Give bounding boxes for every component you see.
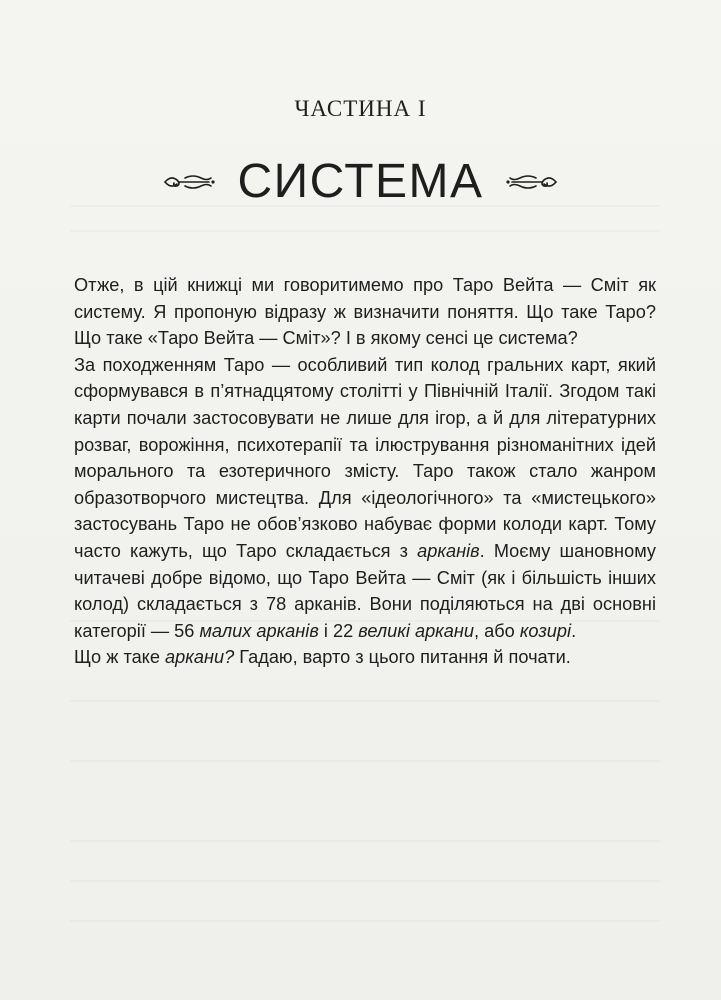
paragraph-2-text: і 22 [323, 620, 354, 641]
emphasis-arcana-question: аркани? [165, 647, 235, 668]
body-text [74, 272, 656, 671]
chapter-title: СИСТЕМА [237, 155, 484, 208]
part-label: ЧАСТИНА I [294, 96, 427, 121]
emphasis-trumps: козирі [519, 620, 572, 641]
flourish-right-icon [506, 172, 558, 192]
show-through-line [70, 760, 660, 762]
show-through-line [70, 230, 660, 232]
paragraph-2-text: . [571, 620, 577, 641]
paragraph-2 [74, 352, 656, 645]
emphasis-major-arcana: великі аркани [358, 620, 475, 641]
paragraph-2-text: За походженням Таро — особливий тип колод гральних карт, який сформувався в п’ятнадцятому столітті у Північній Італії. Згодом такі карти почали застосовувати не лише для ігор, а й для літературних розваг, ворожіння, психотерапії та ілюстрування різноманітних ідей морального та езотеричного змісту. Таро також стало жанром образотворчого мистецтва. Для «ідеологічного» та «мистецького» застосувань Таро не обов’язково набуває форми колоди карт. Тому часто кажуть, що Таро складається з [74, 354, 656, 561]
chapter-title-row [0, 152, 721, 212]
show-through-line [70, 700, 660, 702]
paragraph-3-text: Що ж таке [74, 647, 160, 668]
show-through-line [70, 920, 660, 922]
paragraph-2-text: . Моєму шановному читачеві добре відомо, що Таро Вейта — Сміт (як і більшість інших колод) складається з 78 арканів. Вони поділяються на дві основні категорії — 56 [74, 540, 656, 641]
paragraph-3 [74, 644, 656, 671]
paragraph-2-text: , або [474, 620, 515, 641]
paragraph-1: Отже, в цій книжці ми говоритимемо про Таро Вейта — Сміт як систему. Я пропоную відразу ж визначити поняття. Що таке Таро? Що таке «Таро Вейта — Сміт»? І в якому сенсі це система? [74, 275, 656, 349]
emphasis-minor-arcana: малих арканів [199, 620, 319, 641]
paragraph-3-text: Гадаю, варто з цього питання й почати. [239, 647, 571, 668]
show-through-line [70, 880, 660, 882]
flourish-left-icon [163, 172, 215, 192]
emphasis-arcana: арканів [417, 540, 480, 561]
show-through-line [70, 840, 660, 842]
